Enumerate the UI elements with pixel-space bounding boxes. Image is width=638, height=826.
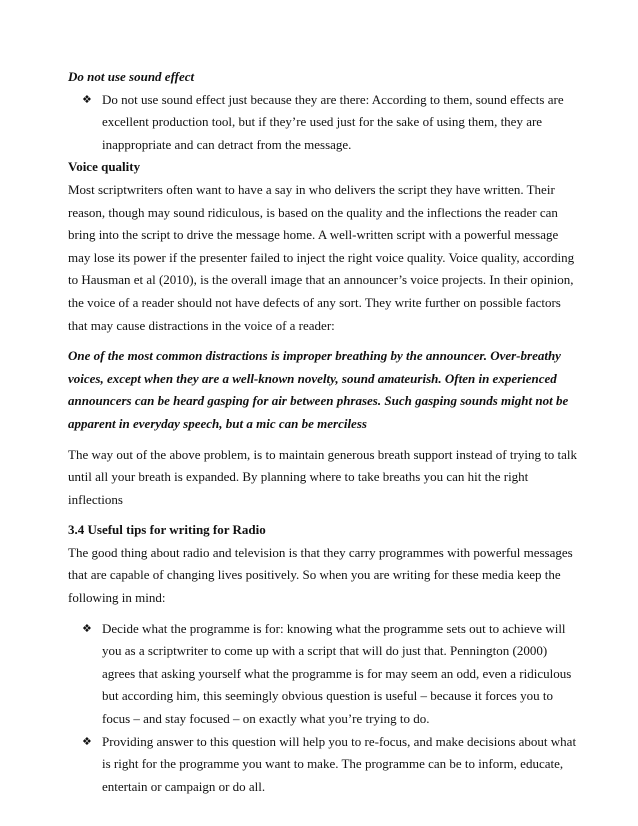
- diamond-bullet-icon: ❖: [82, 734, 92, 748]
- voice-quality-paragraph: Most scriptwriters often want to have a say in who delivers the script they have written. Their reason, though may sound ridiculous, is based on the quality and the inflections the reader can bring into the script to drive the message home. A well-written script with a powerful message may lose its power if the presenter failed to inject the right voice quality. Voice quality, according to Hausman et al (2010), is the overall image that an announcer’s voice projects. In their opinion, the voice of a reader should not have defects of any sort. They write further on possible factors that may cause distractions in the voice of a reader:: [68, 181, 575, 333]
- sound-effect-list: [68, 89, 578, 157]
- list-item: [80, 618, 578, 731]
- voice-quality-followup: The way out of the above problem, is to maintain generous breath support instead of trying to talk until all your breath is expanded. By planning where to take breaths you can hit the right inflections: [68, 446, 578, 507]
- list-item: [80, 731, 578, 799]
- voice-quality-heading: Voice quality: [68, 159, 141, 175]
- diamond-bullet-icon: ❖: [82, 621, 92, 635]
- tips-heading: 3.4 Useful tips for writing for Radio: [68, 522, 266, 538]
- sound-effect-heading: Do not use sound effect: [68, 69, 195, 84]
- list-item-text: Decide what the programme is for: knowing what the programme sets out to achieve will you as a scriptwriter to come up with a script that will do just that. Pennington (2000) agrees that asking yourself what the programme is for may seem an odd, even a ridiculous but according him, this seemingly obvious question is useful – because it forces you to focus – and stay focused – on exactly what you’re trying to do.: [102, 620, 572, 727]
- list-item-text: Providing answer to this question will help you to re-focus, and make decisions about what is right for the programme you want to make. The programme can be to inform, educate, entertain or campaign or do all.: [102, 733, 577, 794]
- tips-paragraph: The good thing about radio and television is that they carry programmes with powerful messages that are capable of changing lives positively. So when you are writing for these media keep the following in mind:: [68, 544, 573, 606]
- tips-list: [68, 618, 578, 799]
- list-item: [80, 89, 578, 157]
- voice-quality-quote: One of the most common distractions is improper breathing by the announcer. Over-breathy voices, except when they are a well-known novelty, sound amateurish. Often in experienced announcers can be heard gasping for air between phrases. Such gasping sounds might not be apparent in everyday speech, but a mic can be merciless: [68, 348, 569, 431]
- list-item-text: Do not use sound effect just because they are there: According to them, sound effects are excellent production tool, but if they’re used just for the sake of using them, they are inappropriate and can detract from the message.: [102, 91, 564, 152]
- diamond-bullet-icon: ❖: [82, 92, 92, 106]
